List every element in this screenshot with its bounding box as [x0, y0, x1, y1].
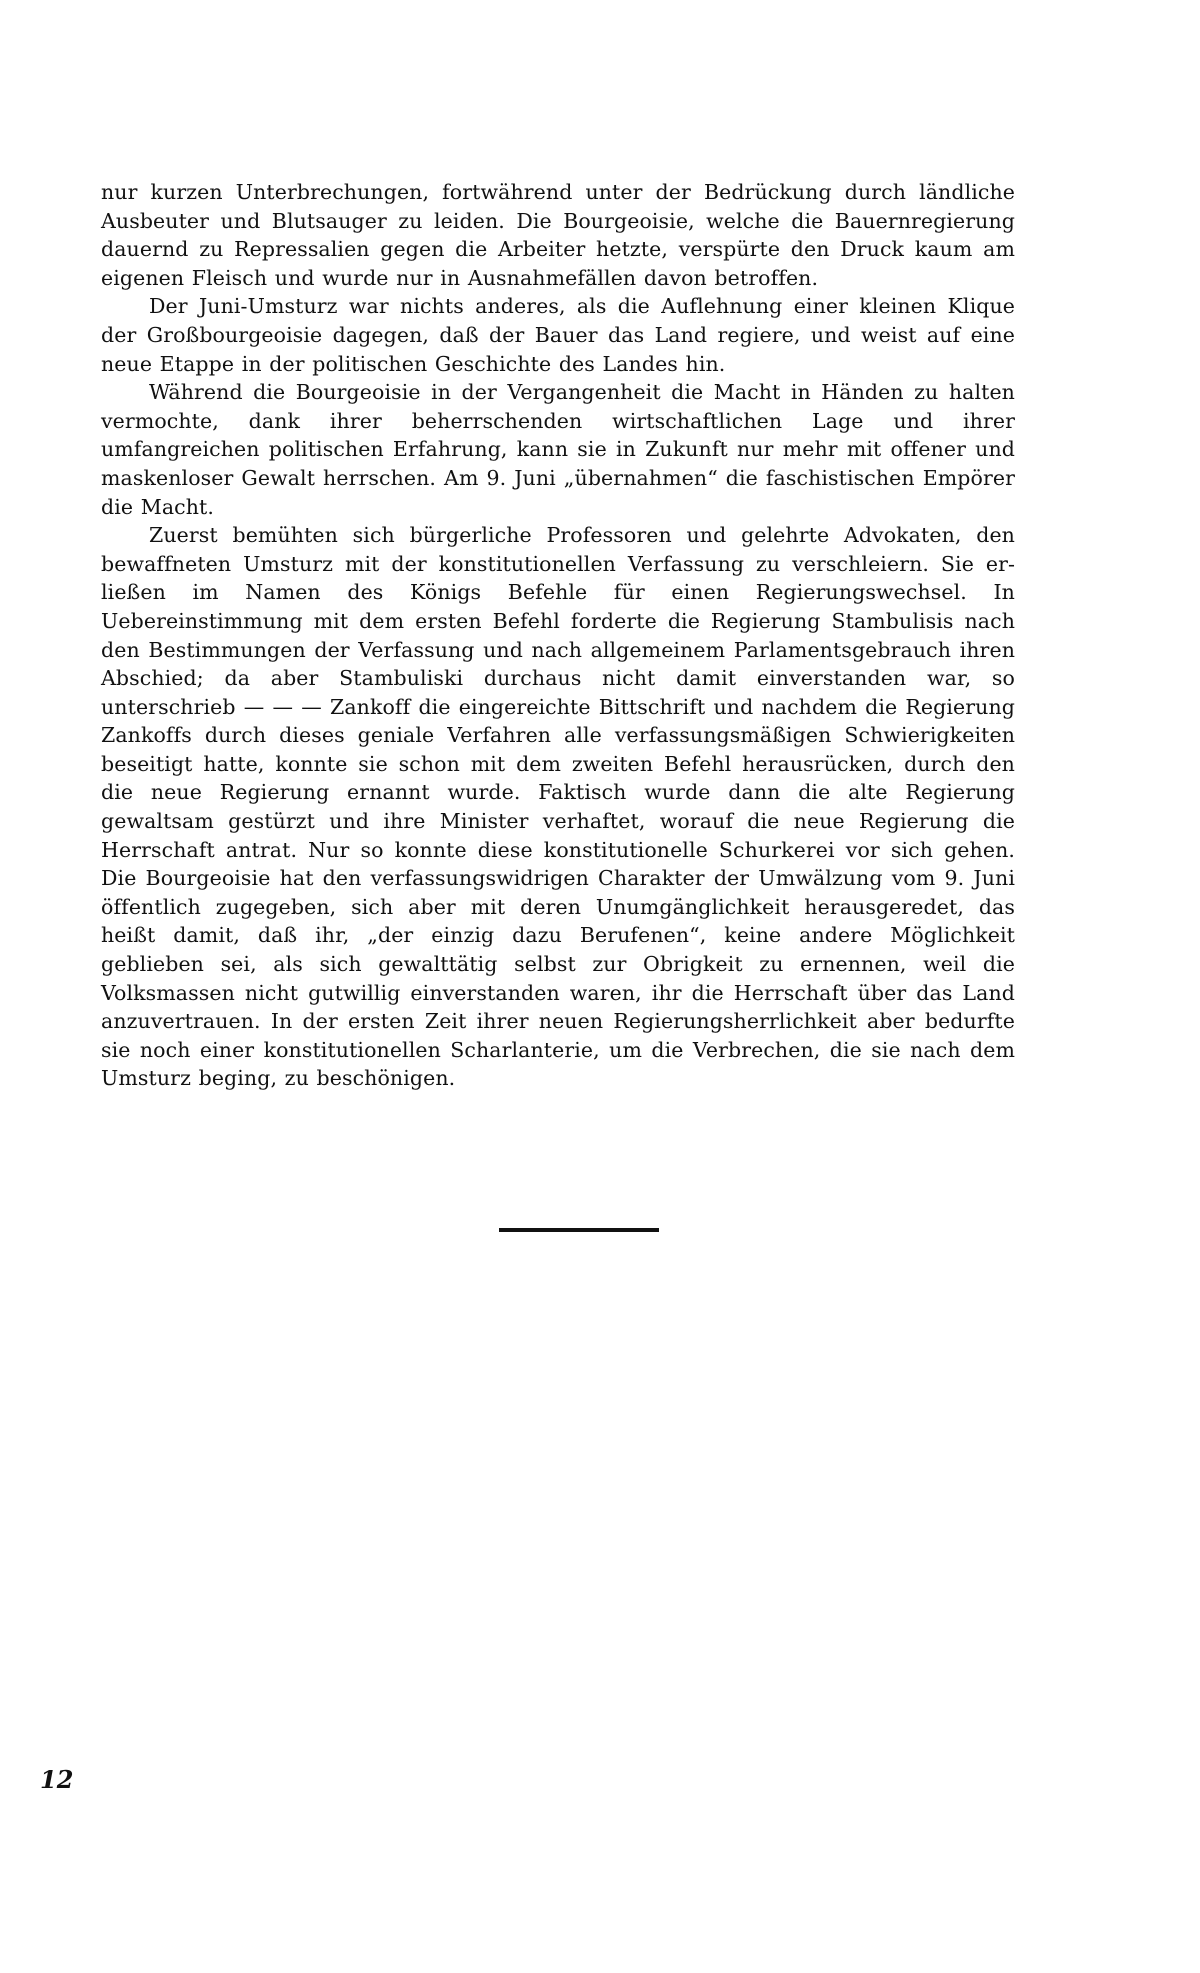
page-number: 12: [40, 1765, 74, 1794]
paragraph-continuation: nur kurzen Unterbrechungen, fortwährend unter der Bedrückung durch ländliche Ausbeuter und Blutsauger zu leiden. Die Bourgeoisie, welche die Bauernregierung dauernd zu Repressalien gegen die Arbeiter hetzte, verspürte den Druck kaum am eigenen Fleisch und wurde nur in Ausnahmefällen davon betroffen.: [101, 180, 1015, 290]
body-text: [101, 178, 1015, 1093]
paragraph-juni-umsturz: Der Juni-Umsturz war nichts anderes, als die Auflehnung einer kleinen Klique der Großbourgeoisie dagegen, daß der Bauer das Land regiere, und weist auf eine neue Etappe in der politischen Geschichte des Landes hin.: [101, 294, 1015, 376]
paragraph-zuerst: Zuerst bemühten sich bürgerliche Professoren und gelehrte Advokaten, den bewaffneten Umsturz mit der konstitutionellen Verfassung zu verschleiern. Sie er-ließen im Namen des Königs Befehle für einen Regierungswechsel. In Uebereinstimmung mit dem ersten Befehl forderte die Regierung Stambulisis nach den Bestimmungen der Verfassung und nach allgemeinem Parlamentsgebrauch ihren Abschied; da aber Stambuliski durchaus nicht damit einverstanden war, so unterschrieb — — — Zankoff die eingereichte Bittschrift und nachdem die Regierung Zankoffs durch dieses geniale Verfahren alle verfassungsmäßigen Schwierigkeiten beseitigt hatte, konnte sie schon mit dem zweiten Befehl herausrücken, durch den die neue Regierung ernannt wurde. Faktisch wurde dann die alte Regierung gewaltsam gestürzt und ihre Minister verhaftet, worauf die neue Regierung die Herrschaft antrat. Nur so konnte diese konstitutionelle Schurkerei vor sich gehen. Die Bourgeoisie hat den verfassungswidrigen Charakter der Umwälzung vom 9. Juni öffentlich zugegeben, sich aber mit deren Unumgänglichkeit herausgeredet, das heißt damit, daß ihr, „der einzig dazu Berufenen“, keine andere Möglichkeit geblieben sei, als sich gewalttätig selbst zur Obrigkeit zu ernennen, weil die Volksmassen nicht gutwillig einverstanden waren, ihr die Herrschaft über das Land anzuvertrauen. In der ersten Zeit ihrer neuen Regierungsherrlichkeit aber bedurfte sie noch einer konstitutionellen Scharlanterie, um die Verbrechen, die sie nach dem Umsturz beging, zu beschönigen.: [101, 523, 1015, 1091]
section-divider-rule: [499, 1228, 659, 1232]
paragraph-bourgeoisie-macht: Während die Bourgeoisie in der Vergangenheit die Macht in Händen zu halten vermochte, dank ihrer beherrschenden wirtschaftlichen Lage und ihrer umfangreichen politischen Erfahrung, kann sie in Zukunft nur mehr mit offener und maskenloser Gewalt herrschen. Am 9. Juni „übernahmen“ die faschistischen Empörer die Macht.: [101, 380, 1015, 519]
